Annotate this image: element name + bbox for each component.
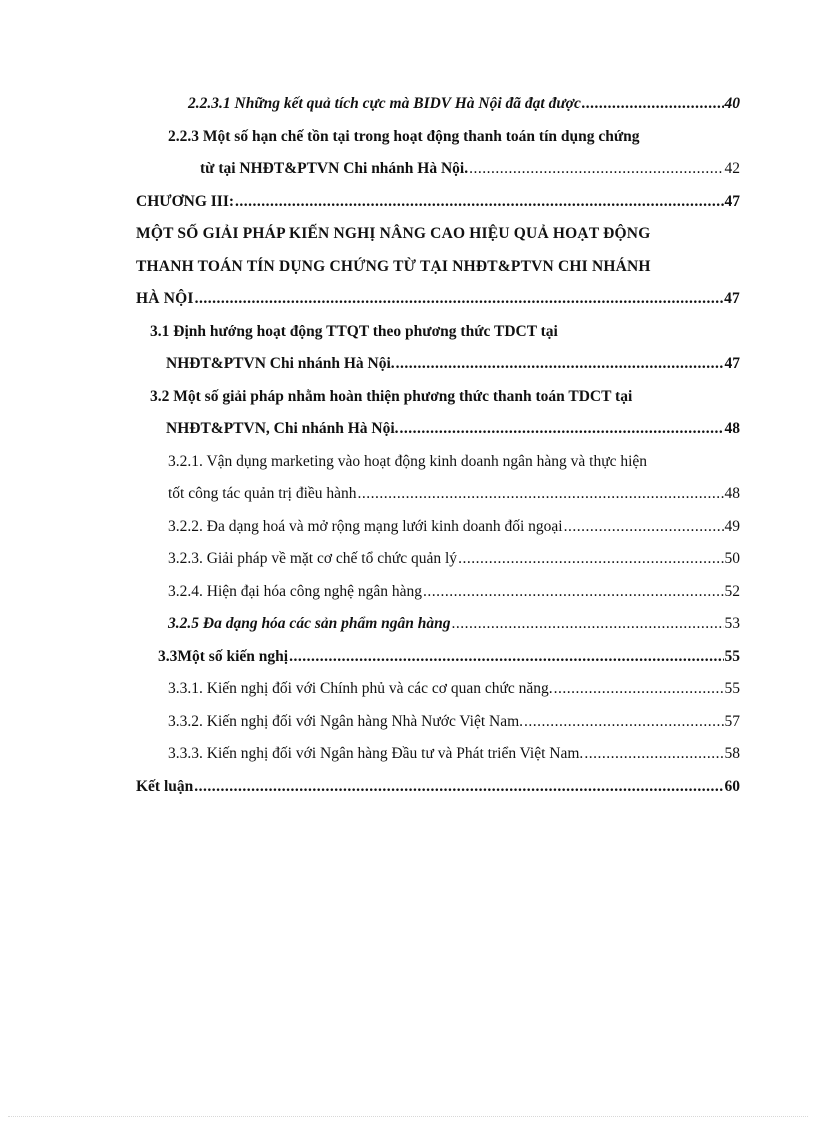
dot-leader <box>554 673 724 706</box>
toc-entry-title: 3.2.3. Giải pháp về mặt cơ chế tổ chức quản lý <box>168 550 458 567</box>
dot-leader <box>400 413 724 446</box>
toc-entry-chuong-3[interactable] <box>136 186 740 219</box>
toc-entry-title: 3.2.4. Hiện đại hóa công nghệ ngân hàng <box>168 582 422 600</box>
toc-entry-title: 3.2.2. Đa dạng hoá và mở rộng mạng lưới kinh doanh đối ngoại <box>168 517 563 535</box>
toc-entry-title: 3.3.1. Kiến nghị đối với Chính phủ và các cơ quan chức năng. <box>168 680 553 697</box>
dot-leader <box>194 771 723 804</box>
toc-page-number: 47 <box>724 192 740 210</box>
toc-page-number: 55 <box>724 647 740 665</box>
dot-leader <box>423 576 724 609</box>
toc-page-number: 47 <box>724 355 740 372</box>
toc-entry-title-line2: NHĐT&PTVN, Chi nhánh Hà Nội. <box>166 420 399 437</box>
toc-entry-chapter-3-title[interactable] <box>136 218 740 316</box>
toc-page-number: 53 <box>724 615 740 632</box>
toc-page-number: 40 <box>724 95 740 112</box>
toc-entry-3-3-1[interactable] <box>136 673 740 706</box>
dot-leader <box>289 641 723 674</box>
toc-entry-3-3-2[interactable] <box>136 706 740 739</box>
toc-entry-3-1[interactable] <box>136 316 740 381</box>
toc-page-number: 48 <box>724 485 740 502</box>
dot-leader <box>358 478 724 511</box>
toc-entry-title-line2: tốt công tác quản trị điều hành <box>168 485 357 502</box>
toc-entry-title: 2.2.3.1 Những kết quả tích cực mà BIDV Hà Nội đã đạt được <box>188 95 581 112</box>
toc-page-number: 60 <box>724 777 740 795</box>
toc-page-number: 47 <box>724 290 740 307</box>
toc-entry-title: 3.2.5 Đa dạng hóa các sản phẩm ngân hàng <box>168 615 451 632</box>
toc-entry-title-line2: THANH TOÁN TÍN DỤNG CHỨNG TỪ TẠI NHĐT&PTVN CHI NHÁNH <box>136 257 651 275</box>
toc-page-number: 50 <box>724 550 740 567</box>
toc-entry-2-2-3[interactable] <box>136 121 740 186</box>
toc-entry-title: CHƯƠNG III: <box>136 192 235 210</box>
toc-entry-3-2-1[interactable] <box>136 446 740 511</box>
toc-entry-3-2-5[interactable] <box>136 608 740 641</box>
dot-leader <box>564 511 724 544</box>
toc-entry-title-line1: 3.2 Một số giải pháp nhằm hoàn thiện phương thức thanh toán TDCT tại <box>150 387 633 405</box>
toc-entry-title: Kết luận <box>136 777 194 795</box>
dot-leader <box>458 543 723 576</box>
toc-entry-title: 3.3.2. Kiến nghị đối với Ngân hàng Nhà Nước Việt Nam. <box>168 712 524 730</box>
toc-entry-title-line1: 2.2.3 Một số hạn chế tồn tại trong hoạt động thanh toán tín dụng chứng <box>168 127 640 145</box>
toc-page-number: 55 <box>724 680 740 697</box>
toc-entry-title-line1: MỘT SỐ GIẢI PHÁP KIẾN NGHỊ NÂNG CAO HIỆU QUẢ HOẠT ĐỘNG <box>136 225 651 242</box>
toc-entry-3-3-3[interactable] <box>136 738 740 771</box>
toc-entry-title-line2: NHĐT&PTVN Chi nhánh Hà Nội. <box>166 355 395 372</box>
toc-entry-ket-luan[interactable] <box>136 771 740 804</box>
toc-entry-title-line2: từ tại NHĐT&PTVN Chi nhánh Hà Nội. <box>200 160 469 177</box>
toc-page-number: 58 <box>724 745 740 762</box>
toc-page-number: 49 <box>724 517 740 535</box>
dot-leader <box>582 88 724 121</box>
toc-page-number: 42 <box>724 160 740 177</box>
toc-page-number: 52 <box>724 582 740 600</box>
toc-entry-title-line1: 3.2.1. Vận dụng marketing vào hoạt động kinh doanh ngân hàng và thực hiện <box>168 452 648 470</box>
toc-entry-3-2-3[interactable] <box>136 543 740 576</box>
toc-entry-title-line3: HÀ NỘI <box>136 290 194 307</box>
page-bottom-divider <box>8 1116 808 1118</box>
dot-leader <box>452 608 724 641</box>
toc-entry-title-line1: 3.1 Định hướng hoạt động TTQT theo phương thức TDCT tại <box>150 322 558 340</box>
toc-page-number: 57 <box>724 712 740 730</box>
toc-entry-3-3[interactable] <box>136 641 740 674</box>
toc-entry-3-2[interactable] <box>136 381 740 446</box>
toc-page-number: 48 <box>724 420 740 437</box>
dot-leader <box>469 153 723 186</box>
toc-entry-2-2-3-1[interactable] <box>136 88 740 121</box>
dot-leader <box>396 348 724 381</box>
table-of-contents <box>136 88 740 803</box>
toc-entry-title: 3.3.3. Kiến nghị đối với Ngân hàng Đầu tư và Phát triển Việt Nam. <box>168 745 584 762</box>
toc-entry-3-2-4[interactable] <box>136 576 740 609</box>
dot-leader <box>584 738 723 771</box>
dot-leader <box>524 706 723 739</box>
dot-leader <box>235 186 723 219</box>
dot-leader <box>195 283 723 316</box>
toc-entry-title: 3.3Một số kiến nghị <box>158 647 289 665</box>
toc-entry-3-2-2[interactable] <box>136 511 740 544</box>
